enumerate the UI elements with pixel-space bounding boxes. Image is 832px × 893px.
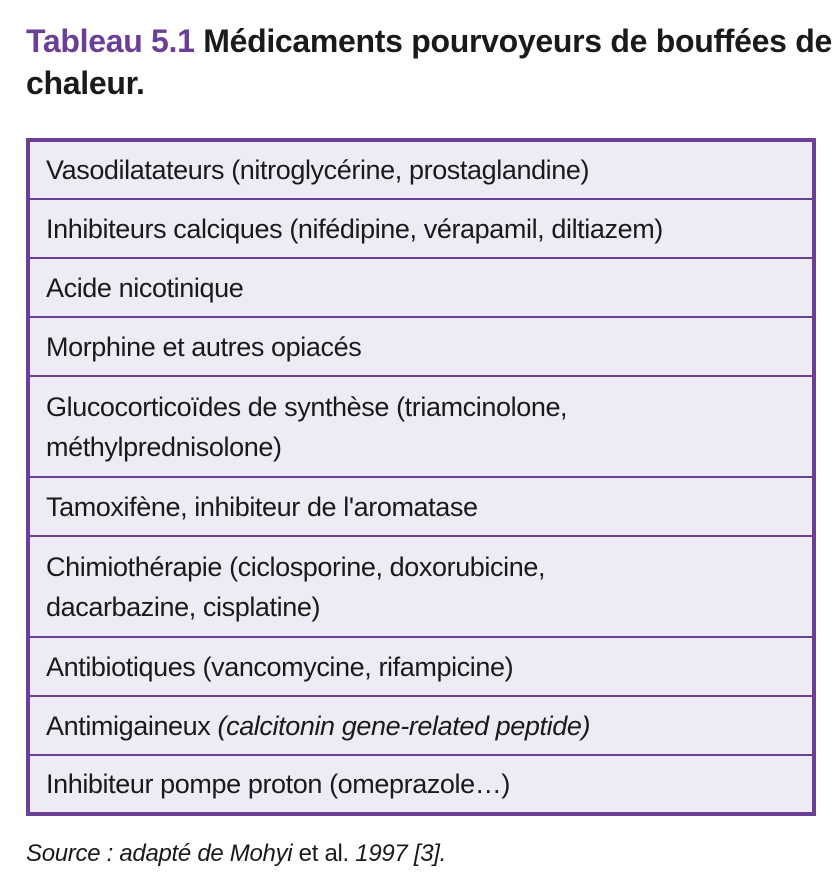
source-etal: et al. (292, 840, 356, 867)
cell-text: Antimigaineux (46, 710, 218, 741)
table-row (28, 637, 814, 696)
source-year: 1997 [3]. (355, 840, 446, 867)
table-caption: Médicaments pourvoyeurs de bouffées de chaleur. (26, 23, 832, 101)
table-row (28, 536, 814, 637)
table-row (28, 258, 814, 317)
cell-text: Chimiothérapie (ciclosporine, doxorubicine, dacarbazine, cisplatine) (46, 551, 546, 622)
table-row (28, 755, 814, 814)
table-cell: Antibiotiques (vancomycine, rifampicine) (28, 637, 814, 696)
table-row (28, 140, 814, 199)
table-cell (28, 536, 814, 637)
table-number: Tableau 5.1 (26, 23, 195, 59)
table-cell: Acide nicotinique (28, 258, 814, 317)
source-text: Source : adapté de Mohyi (26, 840, 293, 867)
table-cell: Tamoxifène, inhibiteur de l'aromatase (28, 477, 814, 536)
table-row (28, 199, 814, 258)
table-cell: Inhibiteur pompe proton (omeprazole…) (28, 755, 814, 814)
table-cell (28, 696, 814, 755)
table-row (28, 376, 814, 477)
drug-table (26, 138, 816, 816)
table-cell: Vasodilatateurs (nitroglycérine, prostaglandine) (28, 140, 814, 199)
source-note (26, 840, 446, 868)
table-row (28, 696, 814, 755)
cell-italic-text: (calcitonin gene-related peptide) (217, 710, 591, 741)
table-title (26, 20, 832, 104)
table-cell: Morphine et autres opiacés (28, 317, 814, 376)
table-cell (28, 376, 814, 477)
table-cell: Inhibiteurs calciques (nifédipine, vérapamil, diltiazem) (28, 199, 814, 258)
table-row (28, 317, 814, 376)
cell-text: Glucocorticoïdes de synthèse (triamcinolone, méthylprednisolone) (46, 391, 568, 462)
table-row (28, 477, 814, 536)
